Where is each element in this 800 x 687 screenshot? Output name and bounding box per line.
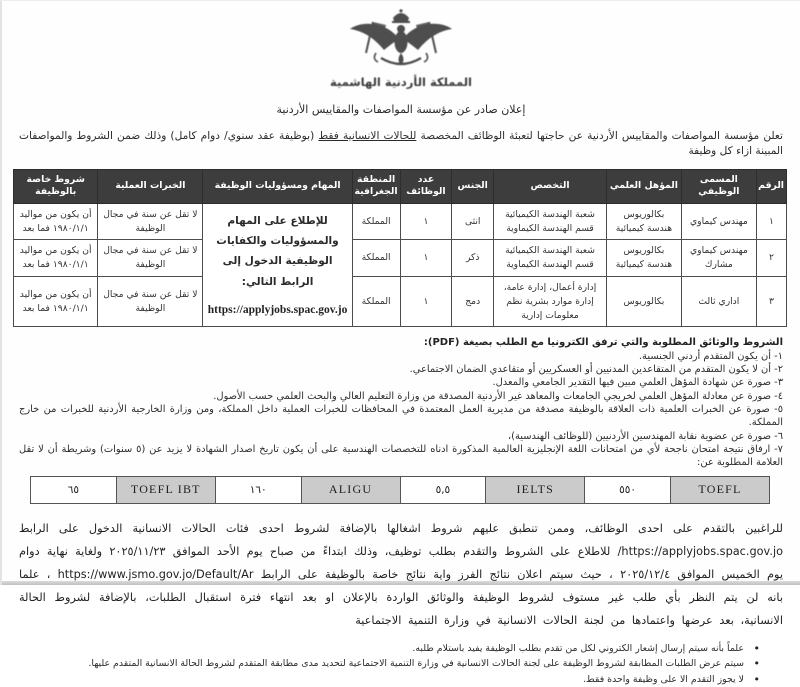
cell-gender: انثى <box>452 203 494 240</box>
cell-qualification: بكالوريوس <box>606 276 681 326</box>
col-gender: الجنس <box>452 169 494 203</box>
apply-jobs-url: https://applyjobs.spac.gov.jo <box>206 302 348 319</box>
col-experience: الخبرات العملية <box>98 169 203 203</box>
scan-edge-strip <box>2 581 800 585</box>
cell-gender: ذكر <box>452 240 494 277</box>
exam-name-cell: TOEFL IBT <box>116 476 215 503</box>
cell-qualification: بكالوريوس هندسة كيميائية <box>606 240 681 277</box>
requirements-section <box>19 336 783 469</box>
cell-experience: لا تقل عن سنة في مجال الوظيفة <box>98 276 203 326</box>
cell-region: المملكة <box>352 276 400 326</box>
application-instructions: للراغبين بالتقدم على احدى الوظائف، وممن تنطبق عليهم شروط اشغالها بالإضافة لشروط احدى فئات الحالات الانسانية الدخول على الرابط https://applyjobs.spac.gov.jo/ للاطلاع على الشروط والتقدم بطلب توظيف، وذلك ابتداءً من صباح يوم الأحد الموافق ٢٠٢٥/١١/٢٣ ولغاية نهاية دوام يوم الخميس الموافق ٢٠٢٥/١٢/٤ ، حيث سيتم اعلان نتائج الفرز واية نتائج خاصة بالوظيفة على الرابط https://www.jsmo.gov.jo/Default/Ar ، علما بانه لن يتم النظر بأي طلب غير مستوف لشروط الوظيفة والوثائق الواردة بالإعلان او بعد انتهاء فترة استقبال الطلبات، بالإضافة لشروط الحالة الانسانية، بعد عرضها واعتمادها من لجنة الحالات الانسانية في وزارة التنمية الاجتماعية <box>19 517 783 632</box>
requirement-item: ٣- صورة عن شهادة المؤهل العلمي مبين فيها التقدير الجامعي والمعدل. <box>19 376 783 389</box>
exam-score-cell: ١٦٠ <box>215 476 301 503</box>
requirements-heading: الشروط والوثائق المطلوبة والتي ترفق الكترونيا مع الطلب بصيغة (PDF): <box>19 336 783 350</box>
col-positions-count: عدد الوظائف <box>400 169 452 203</box>
requirement-item: ٥- صورة عن الخبرات العلمية ذات العلاقة بالوظيفة مصدقة من مديرية العمل المعتمدة في المحافظات للخبرات العملية داخل المملكة، ومن وزارة الخارجية الأردنية للخبرات من خارج المملكة. <box>19 403 783 430</box>
cell-special-conditions: أن يكون من مواليد ١٩٨٠/١/١ فما بعد <box>14 240 98 277</box>
job-row-2 <box>14 240 787 277</box>
cell-number: ١ <box>756 203 786 240</box>
cell-experience: لا تقل عن سنة في مجال الوظيفة <box>98 203 203 240</box>
cell-number: ٢ <box>756 240 786 277</box>
kingdom-title: المملكة الأردنية الهاشمية <box>2 75 800 89</box>
col-tasks: المهام ومسؤوليات الوظيفة <box>203 169 352 203</box>
col-specialization: التخصص <box>494 169 607 203</box>
col-qualification: المؤهل العلمي <box>606 169 681 203</box>
note-item: • علماً بأنه سيتم إرسال إشعار الكتروني لكل من تقدم بطلب الوظيفة يفيد باستلام طلبه. <box>19 641 760 657</box>
job-row-3 <box>14 276 787 326</box>
intro-prefix: تعلن مؤسسة المواصفات والمقاييس الأردنية عن حاجتها لتعبئة الوظائف المخصصة <box>416 130 783 142</box>
english-exam-scores-table <box>30 476 770 504</box>
cell-job-title: مهندس كيماوي مشارك <box>681 240 756 277</box>
cell-region: المملكة <box>352 240 400 277</box>
col-number: الرقم <box>756 169 786 203</box>
exam-score-cell: ٥٥٠ <box>585 476 671 503</box>
cell-experience: لا تقل عن سنة في مجال الوظيفة <box>98 240 203 277</box>
cell-specialization: شعبة الهندسة الكيميائية قسم الهندسة الكيماوية <box>494 203 607 240</box>
cell-job-title: اداري ثالث <box>681 276 756 326</box>
cell-region: المملكة <box>352 203 400 240</box>
intro-text <box>19 129 783 159</box>
cell-number: ٣ <box>756 276 786 326</box>
announcement-title: إعلان صادر عن مؤسسة المواصفات والمقاييس الأردنية <box>2 103 800 116</box>
exam-scores-row <box>31 476 770 503</box>
cell-specialization: إدارة أعمال، إدارة عامة، إدارة موارد بشرية نظم معلومات إدارية <box>494 276 607 326</box>
document-header <box>2 1 800 89</box>
jobs-table <box>13 169 787 328</box>
tasks-text: للإطلاع على المهام والمسؤوليات والكفايات الوظيفية الدخول إلى الرابط التالي: <box>206 211 348 292</box>
col-special-conditions: شروط خاصة بالوظيفة <box>14 169 98 203</box>
requirement-item: ٤- صورة عن معادلة المؤهل العلمي لخريجي الجامعات والمعاهد غير الأردنية المصدقة من وزارة التعليم العالي والبحث العلمي حسب الأصول. <box>19 390 783 403</box>
exam-name-cell: TOEFL <box>670 476 769 503</box>
job-row-1 <box>14 203 787 240</box>
cell-tasks <box>203 203 352 327</box>
note-item: • سيتم عرض الطلبات المطابقة لشروط الوظيفة على لجنة الحالات الانسانية في وزارة التنمية الاجتماعية لتحديد مدى مطابقة المتقدم لشروط الحالة الانسانية المتقدم عليها. <box>19 656 760 672</box>
cell-job-title: مهندس كيماوي <box>681 203 756 240</box>
intro-underlined: للحالات الانسانية فقط <box>318 130 416 142</box>
cell-special-conditions: أن يكون من مواليد ١٩٨٠/١/١ فما بعد <box>14 203 98 240</box>
cell-special-conditions: أن يكون من مواليد ١٩٨٠/١/١ فما بعد <box>14 276 98 326</box>
cell-positions-count: ١ <box>400 203 452 240</box>
exam-score-cell: ٥,٥ <box>400 476 486 503</box>
cell-gender: دمج <box>452 276 494 326</box>
exam-name-cell: IELTS <box>486 476 585 503</box>
note-item: • لا يجوز التقدم الا على وظيفة واحدة فقط. <box>19 672 760 687</box>
jordan-coat-of-arms-icon <box>326 9 476 67</box>
jobs-table-header-row <box>14 169 787 203</box>
requirement-item: ٦- صورة عن عضوية نقابة المهندسين الأردنيين (للوظائف الهندسية)، <box>19 430 783 443</box>
cell-positions-count: ١ <box>400 240 452 277</box>
requirement-item: ٢- أن لا يكون المتقدم من المتقاعدين المدنيين أو العسكريين أو متقاعدي الضمان الاجتماعي. <box>19 363 783 376</box>
col-job-title: المسمى الوظيفي <box>681 169 756 203</box>
cell-qualification: بكالوريوس هندسة كيميائية <box>606 203 681 240</box>
requirement-item: ٧- ارفاق نتيجة امتحان ناجحة لأي من امتحانات اللغة الإنجليزية العالمية المذكورة ادناه للتخصصات الهندسية على أن يكون تاريخ اصدار الشهادة لا يزيد عن (٥ سنوات) وشريطة أن لا تقل العلامة المطلوبة عن: <box>19 443 783 470</box>
col-region: المنطقة الجغرافية <box>352 169 400 203</box>
exam-score-cell: ٦٥ <box>31 476 117 503</box>
intro-suffix: (بوظيفة عقد سنوي/ دوام كامل) وذلك ضمن الشروط والمواصفات المبينة ازاء كل وظيفة <box>19 130 783 157</box>
requirement-item: ١- أن يكون المتقدم أردني الجنسية. <box>19 350 783 363</box>
cell-specialization: شعبة الهندسة الكيميائية قسم الهندسة الكيماوية <box>494 240 607 277</box>
cell-positions-count: ١ <box>400 276 452 326</box>
exam-name-cell: ALIGU <box>301 476 400 503</box>
notes-list <box>19 641 760 687</box>
